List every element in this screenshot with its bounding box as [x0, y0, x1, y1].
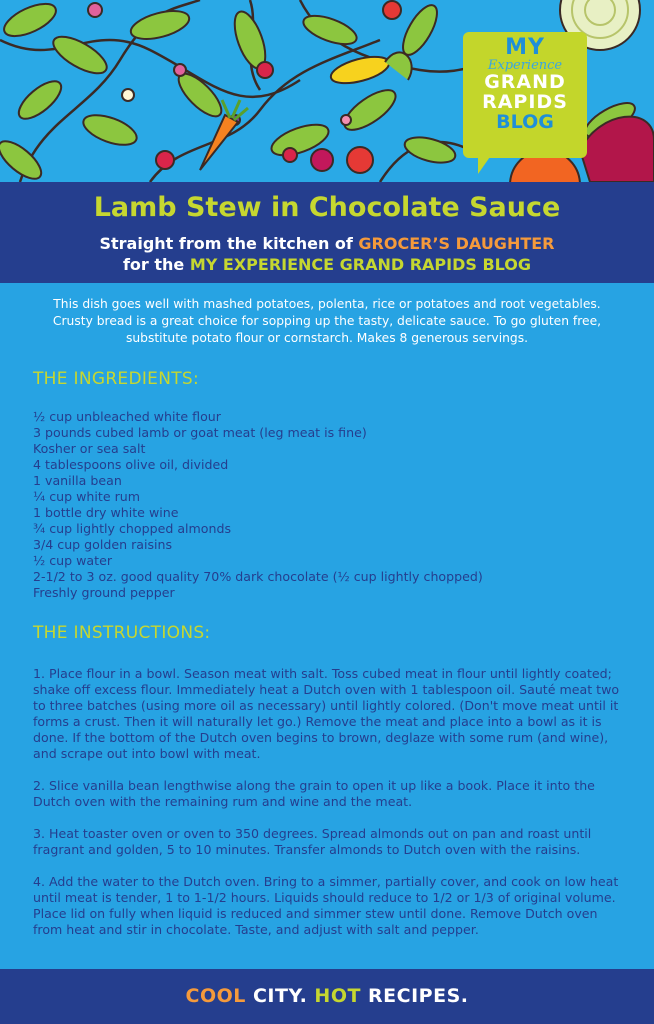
ingredient-item: ½ cup water [33, 553, 112, 568]
ingredient-item: ½ cup unbleached white flour [33, 409, 221, 424]
intro-paragraph: This dish goes well with mashed potatoes, polenta, rice or potatoes and root vegetables. Crusty bread is a great choice for sopping up the tasty, delicate sauce. To go gluten free, substitute potato flour or cornstarch. Makes 8 generous servings. [52, 297, 602, 345]
ingredient-item: ¼ cup white rum [33, 489, 141, 504]
ingredient-item: 1 vanilla bean [33, 473, 122, 488]
tagline-cool: COOL [185, 985, 246, 1007]
logo-grand: GRAND [484, 71, 566, 93]
instruction-step: 3. Heat toaster oven or oven to 350 degrees. Spread almonds out on pan and roast until fragrant and golden, 5 to 10 minutes. Transfer almonds to Dutch oven with the raisins. [33, 826, 592, 857]
recipe-title: Lamb Stew in Chocolate Sauce [93, 192, 561, 223]
ingredient-item: 1 bottle dry white wine [33, 505, 179, 520]
logo-blog: BLOG [496, 111, 554, 133]
instructions-heading: THE INSTRUCTIONS: [33, 623, 211, 643]
ingredients-heading: THE INGREDIENTS: [33, 369, 200, 389]
blog-name: MY EXPERIENCE GRAND RAPIDS BLOG [189, 255, 532, 274]
title-band [0, 182, 654, 283]
logo-experience: Experience [487, 58, 563, 73]
blog-logo [463, 32, 587, 158]
instruction-step: 2. Slice vanilla bean lengthwise along the grain to open it up like a book. Place it into the Dutch oven with the remaining rum and wine and the meat. [33, 778, 595, 809]
ingredient-item: Freshly ground pepper [33, 585, 175, 600]
logo-speech-tail [478, 154, 492, 174]
tagline-city: CITY. [245, 985, 315, 1007]
ingredient-item: 3 pounds cubed lamb or goat meat (leg meat is fine) [33, 425, 367, 440]
recipe-content [33, 283, 621, 938]
instruction-step: 1. Place flour in a bowl. Season meat with salt. Toss cubed meat in flour until lightly coated; shake off excess flour. Immediately heat a Dutch oven with 1 tablespoon oil. Sauté meat two to three batches (using more oil as necessary) until lightly colored. (Don't move meat until it forms a crust. Then it will naturally let go.) Remove the meat and place into a bowl as it is done. If the bottom of the Dutch oven begins to brown, deglaze with some rum (and wine), and scrape out into bowl with meat. [33, 666, 620, 761]
tagline-recipes: RECIPES. [360, 985, 469, 1007]
subtitle-prefix-2: for the [122, 255, 190, 274]
subtitle [0, 233, 654, 275]
logo-rapids: RAPIDS [482, 91, 568, 113]
footer-tagline [0, 969, 654, 1024]
ingredient-item: 4 tablespoons olive oil, divided [33, 457, 229, 472]
tagline-hot: HOT [314, 985, 361, 1007]
grocers-daughter-link: GROCER’S DAUGHTER [358, 234, 555, 253]
ingredients-list [33, 409, 621, 601]
ingredient-item: 3/4 cup golden raisins [33, 537, 173, 552]
ingredient-item: ¾ cup lightly chopped almonds [33, 521, 232, 536]
subtitle-line-1 [0, 233, 654, 254]
ingredient-item: 2-1/2 to 3 oz. good quality 70% dark chocolate (½ cup lightly chopped) [33, 569, 483, 584]
instruction-step: 4. Add the water to the Dutch oven. Bring to a simmer, partially cover, and cook on low heat until meat is tender, 1 to 1-1/2 hours. Liquids should reduce to 1/2 or 1/3 of original volume. Place lid on fully when liquid is reduced and simmer stew until done. Remove Dutch oven from heat and stir in chocolate. Taste, and adjust with salt and pepper. [33, 874, 619, 937]
ingredient-item: Kosher or sea salt [33, 441, 146, 456]
instructions-list [33, 666, 621, 938]
logo-my: MY [505, 35, 545, 60]
hero-illustration [0, 0, 654, 182]
subtitle-prefix-1: Straight from the kitchen of [99, 234, 359, 253]
subtitle-line-2 [0, 254, 654, 275]
